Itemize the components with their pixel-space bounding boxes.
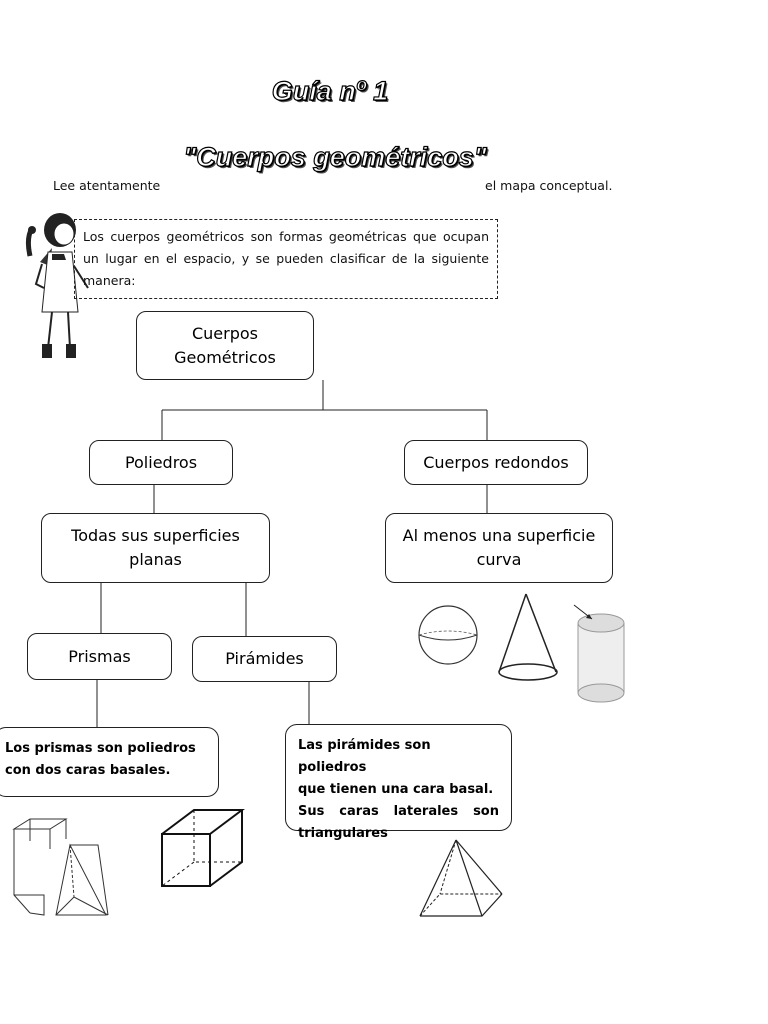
piramides-node: Pirámides: [192, 636, 337, 682]
page-title: Guía nº 1: [271, 76, 389, 106]
cone-illustration: [496, 592, 560, 684]
piramides-line-4: triangulares: [298, 826, 388, 841]
pyramid-illustration: [416, 838, 508, 920]
prismas-description-text: Los prismas son poliedros con dos caras basales.: [5, 741, 196, 778]
redondos-node: Cuerpos redondos: [404, 440, 588, 485]
intro-text: Los cuerpos geométricos son formas geométricas que ocupan un lugar en el espacio, y se pueden clasificar de la siguiente manera:: [83, 229, 489, 288]
piramides-line-1: Las pirámides son poliedros: [298, 738, 431, 775]
cube-illustration: [158, 806, 248, 890]
instruction-left: Lee atentamente: [53, 178, 161, 193]
piramides-line-2: que tienen una cara basal.: [298, 782, 494, 797]
piramides-line-3: Sus caras laterales son: [298, 804, 499, 819]
instruction-right: el mapa conceptual.: [485, 178, 613, 193]
prisms-illustration: [10, 815, 120, 925]
prismas-description: [0, 727, 219, 797]
curva-node: Al menos una superficie curva: [385, 513, 613, 583]
piramides-description: [285, 724, 512, 841]
poliedros-node: Poliedros: [89, 440, 233, 485]
planas-node: Todas sus superficies planas: [41, 513, 270, 583]
sphere-illustration: [416, 603, 480, 667]
root-node: Cuerpos Geométricos: [136, 311, 314, 380]
prismas-node: Prismas: [27, 633, 172, 680]
page-subtitle: "Cuerpos geométricos": [183, 142, 487, 172]
cylinder-illustration: [572, 603, 636, 703]
